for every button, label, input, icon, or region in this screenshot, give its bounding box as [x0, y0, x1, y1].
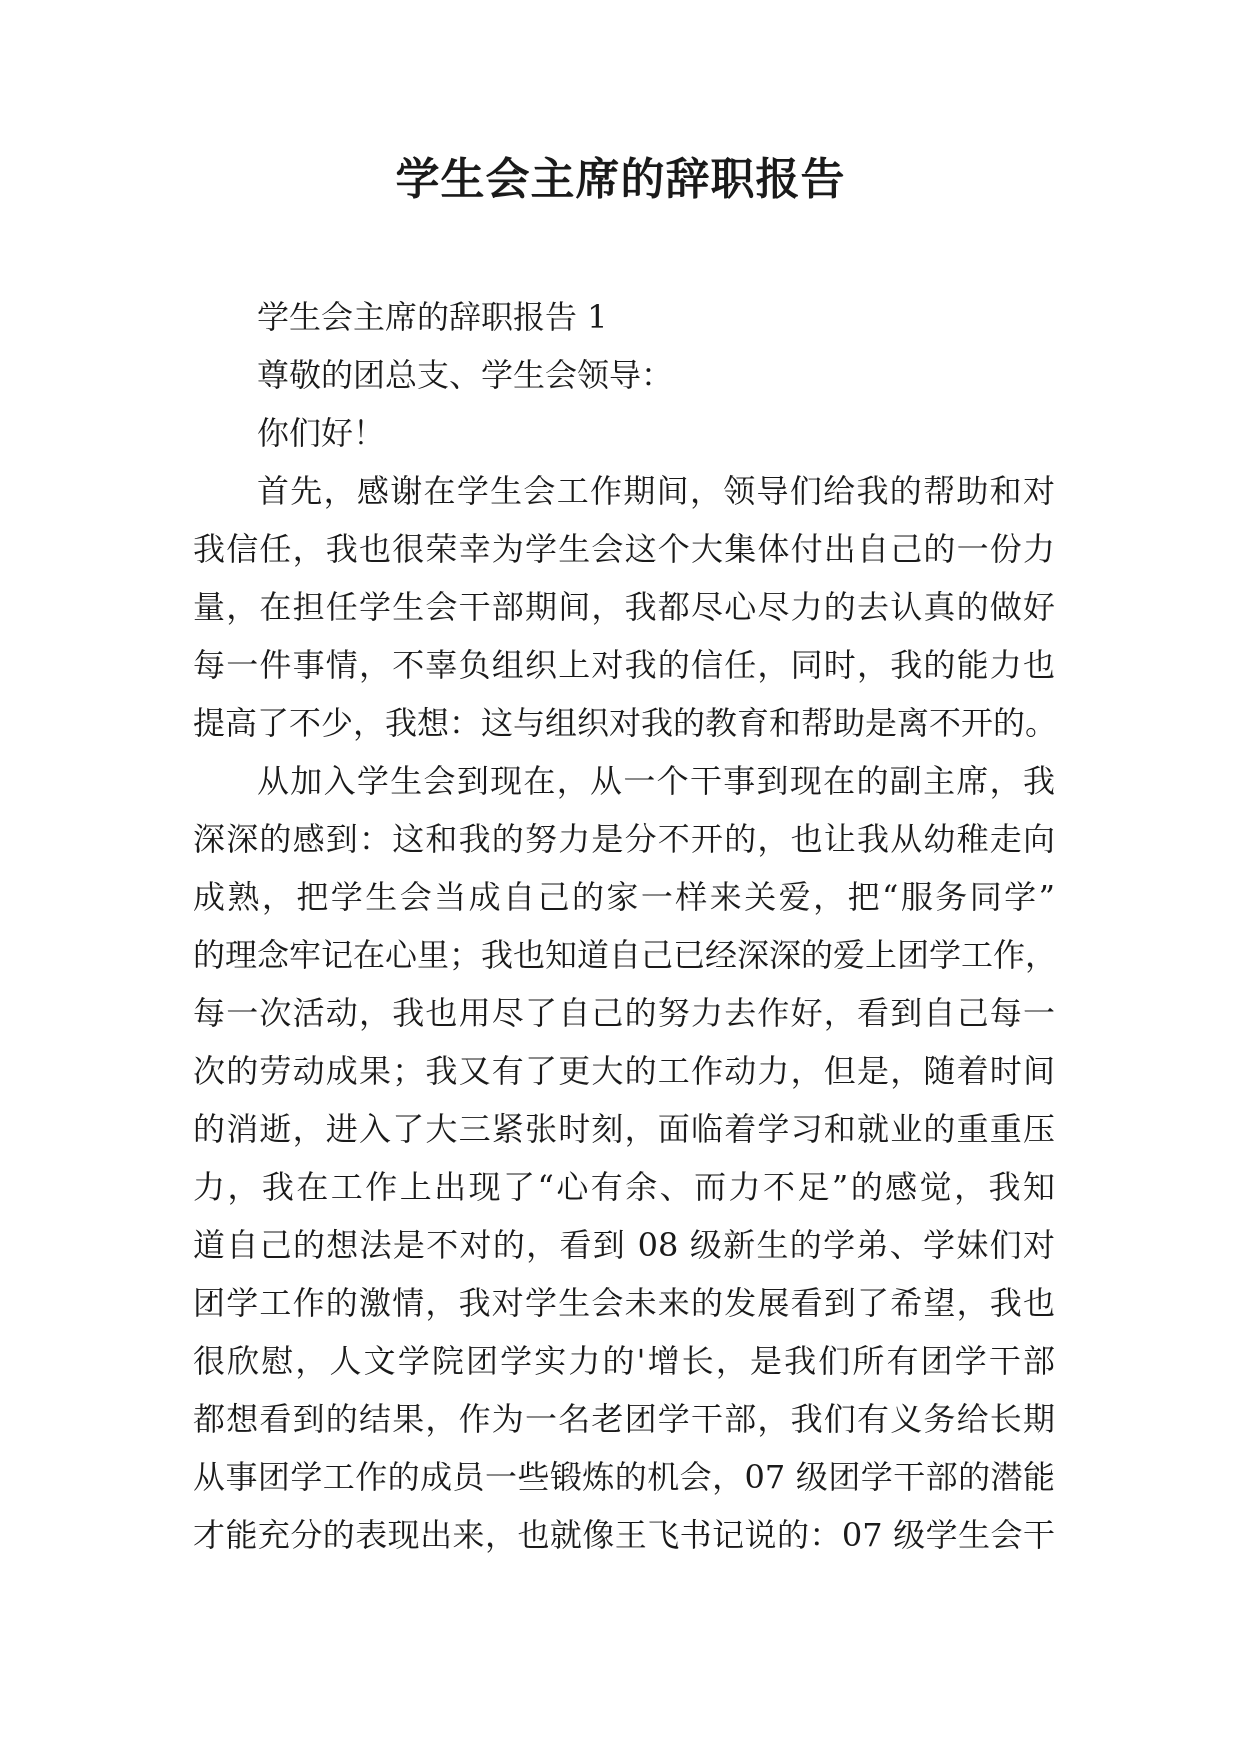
text-line: 每一次活动，我也用尽了自己的努力去作好，看到自己每一: [193, 994, 1055, 1032]
text-line: 次的劳动成果；我又有了更大的工作动力，但是，随着时间: [193, 1052, 1055, 1090]
text-line: 很欣慰，人文学院团学实力的'增长，是我们所有团学干部: [193, 1342, 1055, 1380]
text-line: 道自己的想法是不对的，看到 08 级新生的学弟、学妹们对: [193, 1226, 1055, 1264]
text-line: 的消逝，进入了大三紧张时刻，面临着学习和就业的重重压: [193, 1110, 1055, 1148]
text-line: 从事团学工作的成员一些锻炼的机会，07 级团学干部的潜能: [193, 1458, 1055, 1496]
text-line: 你们好！: [257, 414, 386, 452]
text-line: 每一件事情，不辜负组织上对我的信任，同时，我的能力也: [193, 646, 1055, 684]
text-line: 我信任，我也很荣幸为学生会这个大集体付出自己的一份力: [193, 530, 1055, 568]
document-title: 学生会主席的辞职报告: [395, 154, 846, 205]
text-line: 学生会主席的辞职报告 1: [257, 298, 608, 336]
text-line: 首先，感谢在学生会工作期间，领导们给我的帮助和对: [257, 472, 1055, 510]
text-line: 从加入学生会到现在，从一个干事到现在的副主席，我: [257, 762, 1055, 800]
text-line: 尊敬的团总支、学生会领导：: [257, 356, 674, 394]
text-line: 量，在担任学生会干部期间，我都尽心尽力的去认真的做好: [193, 588, 1055, 626]
document-body: [193, 288, 1058, 1564]
text-line: 团学工作的激情，我对学生会未来的发展看到了希望，我也: [193, 1284, 1055, 1322]
text-line: 提高了不少，我想：这与组织对我的教育和帮助是离不开的。: [193, 704, 1058, 742]
text-line: 都想看到的结果，作为一名老团学干部，我们有义务给长期: [193, 1400, 1055, 1438]
text-line: 的理念牢记在心里；我也知道自己已经深深的爱上团学工作，: [193, 936, 1058, 974]
text-line: 深深的感到：这和我的努力是分不开的，也让我从幼稚走向: [193, 820, 1055, 858]
text-line: 成熟，把学生会当成自己的家一样来关爱，把“服务同学”: [193, 878, 1055, 916]
text-line: 力，我在工作上出现了“心有余、而力不足”的感觉，我知: [193, 1168, 1055, 1206]
text-line: 才能充分的表现出来，也就像王飞书记说的：07 级学生会干: [193, 1516, 1055, 1554]
